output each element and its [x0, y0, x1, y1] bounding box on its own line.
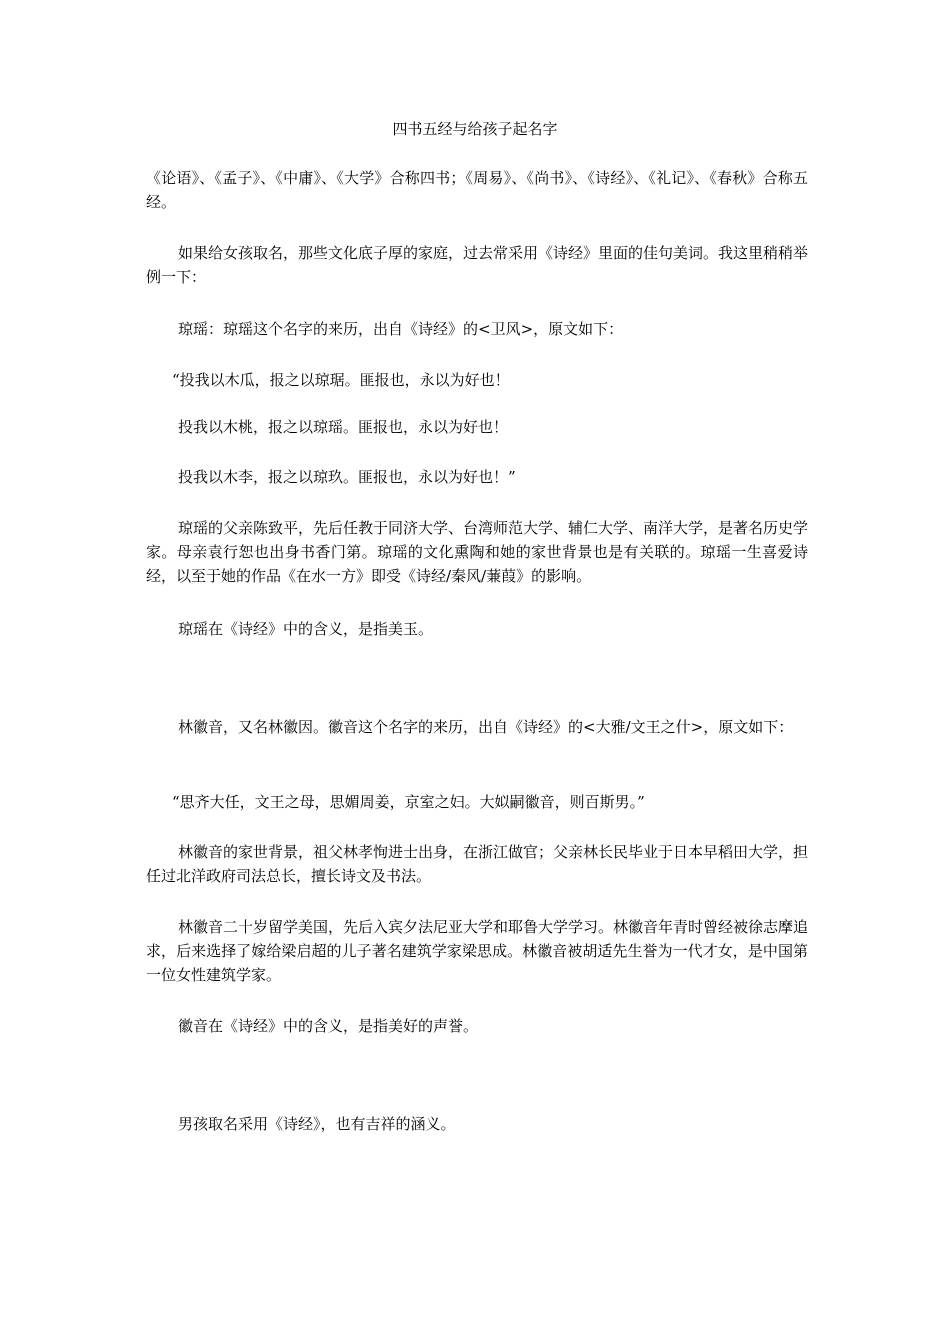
paragraph-linhuiyin-biography: 林徽音二十岁留学美国，先后入宾夕法尼亚大学和耶鲁大学学习。林徽音年青时曾经被徐志摩追求，后来选择了嫁给梁启超的儿子著名建筑学家梁思成。林徽音被胡适先生誉为一代才女，是中国第一位女性建筑学家。: [146, 918, 809, 984]
paragraph-linhuiyin-origin: 林徽音，又名林徽因。徽音这个名字的来历，出自《诗经》的<大雅/文王之什>，原文如下：: [178, 718, 794, 736]
paragraph-daya-quote: “思齐大任，文王之母，思媚周姜，京室之妇。大姒嗣徽音，则百斯男。”: [172, 793, 645, 811]
paragraph-poem-line-1: “投我以木瓜，报之以琼琚。匪报也，永以为好也！: [172, 371, 510, 389]
paragraph-four-books-five-classics: 《论语》、《孟子》、《中庸》、《大学》合称四书；《周易》、《尚书》、《诗经》、《礼记》、《春秋》合称五经。: [146, 169, 808, 211]
paragraph-qiongyao-meaning: 琼瑶在《诗经》中的含义，是指美玉。: [178, 620, 434, 638]
paragraph-qiongyao-origin: 琼瑶：琼瑶这个名字的来历，出自《诗经》的<卫风>，原文如下：: [178, 320, 624, 338]
paragraph-poem-line-2: 投我以木桃，报之以琼瑶。匪报也，永以为好也！: [178, 418, 509, 436]
paragraph-qiongyao-family: 琼瑶的父亲陈致平，先后任教于同济大学、台湾师范大学、辅仁大学、南洋大学，是著名历史学家。母亲袁行恕也出身书香门第。琼瑶的文化熏陶和她的家世背景也是有关联的。琼瑶一生喜爱诗经，以至于她的作品《在水一方》即受《诗经/秦风/蒹葭》的影响。: [146, 519, 809, 585]
paragraph-girl-naming-intro: 如果给女孩取名，那些文化底子厚的家庭，过去常采用《诗经》里面的佳句美词。我这里稍稍举例一下：: [146, 244, 809, 286]
paragraph-poem-line-3: 投我以木李，报之以琼玖。匪报也，永以为好也！”: [178, 468, 516, 486]
paragraph-boy-naming: 男孩取名采用《诗经》，也有吉祥的涵义。: [178, 1115, 456, 1133]
paragraph-huiyin-meaning: 徽音在《诗经》中的含义，是指美好的声誉。: [178, 1017, 479, 1035]
document-title: 四书五经与给孩子起名字: [392, 120, 558, 138]
paragraph-linhuiyin-family: 林徽音的家世背景，祖父林孝恂进士出身，在浙江做官；父亲林长民毕业于日本早稻田大学，担任过北洋政府司法总长，擅长诗文及书法。: [146, 843, 809, 885]
